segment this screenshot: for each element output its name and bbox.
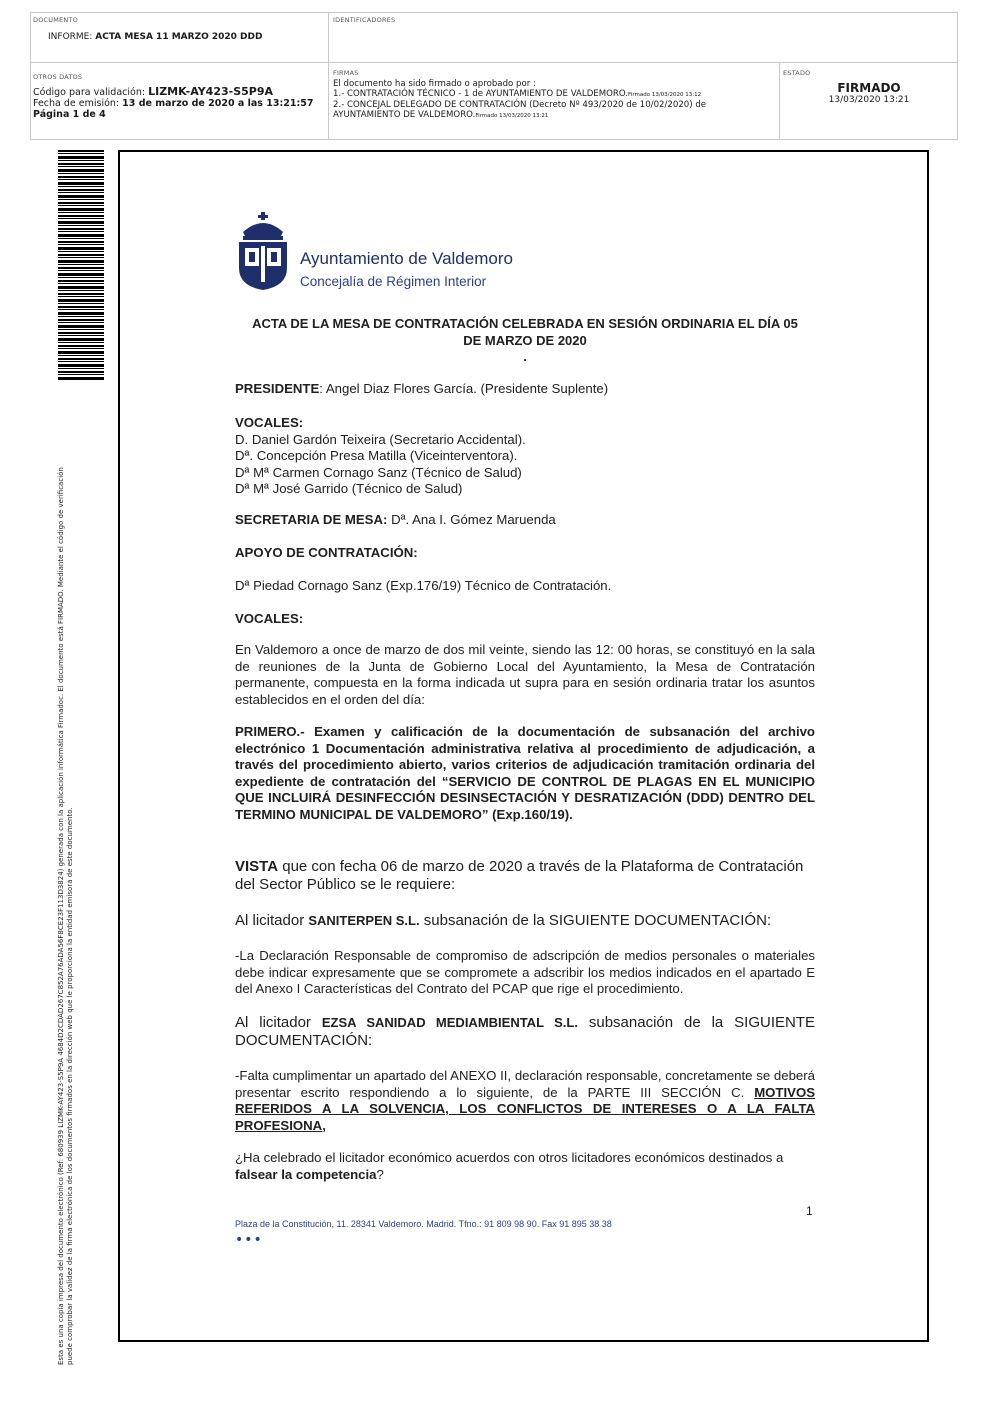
vocal-item: Dª Mª José Garrido (Técnico de Salud) [235,481,463,496]
vocal-item: Dª. Concepción Presa Matilla (Viceinterventora). [235,448,518,463]
department-name: Concejalía de Régimen Interior [300,274,487,289]
estado-date: 13/03/2020 13:21 [828,95,910,105]
secretaria-line: SECRETARIA DE MESA: Dª. Ana I. Gómez Maruenda [235,512,556,527]
apoyo-value: Dª Piedad Cornago Sanz (Exp.176/19) Técnico de Contratación. [235,578,612,593]
apoyo-heading: APOYO DE CONTRATACIÓN: [235,545,418,560]
vocales-heading-2: VOCALES: [235,611,304,626]
primero-paragraph: PRIMERO.- Examen y calificación de la documentación de subsanación del archivo electrónico 1 Documentación administrativa relativa al procedimiento de adjudicación, a través del procedimiento abierto, varios criterios de adjudicación tramitación ordinaria del expediente de contratación del “SERVICIO DE CONTROL DE PLAGAS EN EL MUNICIPIO QUE INCLUIRÁ DESINFECCIÓN DESINSECTACIÓN Y DESRATIZACIÓN (DDD) DENTRO DEL TERMINO MUNICIPAL DE VALDEMORO” (Exp.160/19). [235,724,815,822]
fecha-line [33,98,325,109]
competition-question: ¿Ha celebrado el licitador económico acuerdos con otros licitadores económicos destinados a falsear la competencia? [235,1150,784,1182]
fecha-value: 13 de marzo de 2020 a las 13:21:57 [122,98,314,109]
footer-dots: ••• [235,1232,263,1248]
page-count: Página 1 de 4 [33,109,106,120]
document-page [118,150,929,1342]
licitador-1-line: Al licitador SANITERPEN S.L. subsanación de la SIGUIENTE DOCUMENTACIÓN: [235,912,772,929]
informe-prefix: INFORME: [48,32,93,42]
estado-value: FIRMADO [837,81,901,95]
document-header [30,12,958,140]
organization-name: Ayuntamiento de Valdemoro [300,249,513,268]
codigo-line [33,86,325,98]
licitador-1-requirement: -La Declaración Responsable de compromiso de adscripción de medios personales o materiales debe indicar expresamente que se compromete a adscribir los medios indicados en el apartado E del Anexo I Características del Contrato del PCAP que rige el procedimiento. [235,948,815,996]
firmas-label: FIRMAS [333,69,359,77]
vocales-section: VOCALES: D. Daniel Gardón Teixeira (Secretario Accidental). Dª. Concepción Presa Matilla (Viceinterventora). Dª Mª Carmen Cornago Sanz (Técnico de Salud) Dª Mª José Garrido (Técnico de Salud) [235,415,815,498]
licitador-2-line: Al licitador EZSA SANIDAD MEDIAMBIENTAL S.L. subsanación de la SIGUIENTE DOCUMENTACIÓN: [235,1014,816,1049]
intro-paragraph: En Valdemoro a once de marzo de dos mil veinte, siendo las 12: 00 horas, se constituyó en la sala de reuniones de la Junta de Gobierno Local del Ayuntamiento, la Mesa de Contratación permanente, compuesta en la forma indicada ut supra para en sesión ordinaria tratar los asuntos establecidos en el orden del día: [235,642,815,707]
firma-1: 1.- CONTRATACIÓN TÉCNICO - 1 de AYUNTAMIENTO DE VALDEMORO.Firmado 13/03/2020 13:12 [333,89,702,99]
codigo-value: LIZMK-AY423-S5P9A [148,85,274,98]
firmas-intro: El documento ha sido firmado o aprobado por : [333,79,536,89]
firma-2: 2.- CONCEJAL DELEGADO DE CONTRATACIÓN (Decreto Nº 493/2020 de 10/02/2020) de AYUNTAMIENTO DE VALDEMORO.Firmado 13/03/2020 13:21 [333,100,707,120]
estado-label: ESTADO [783,69,811,77]
otros-datos-label: OTROS DATOS [33,73,83,81]
presidente-line: PRESIDENTE: Angel Diaz Flores García. (Presidente Suplente) [235,381,609,396]
vocal-item: Dª Mª Carmen Cornago Sanz (Técnico de Salud) [235,464,522,480]
barcode [58,150,104,380]
identificadores-label: IDENTIFICADORES [333,16,396,24]
vista-paragraph: VISTA que con fecha 06 de marzo de 2020 a través de la Plataforma de Contratación del Sector Público se le requiere: [235,858,804,893]
informe-line [48,32,262,43]
document-title: ACTA DE LA MESA DE CONTRATACIÓN CELEBRADA EN SESIÓN ORDINARIA EL DÍA 05 DE MARZO DE 2020 . [252,316,798,364]
fecha-label: Fecha de emisión: [33,98,120,109]
licitador-2-requirement: -Falta cumplimentar un apartado del ANEXO II, declaración responsable, concretamente se deberá presentar escrito respondiendo a lo siguiente, de la PARTE III SECCIÓN C. MOTIVOS REFERIDOS A LA SOLVENCIA, LOS CONFLICTOS DE INTERESES O A LA FALTA PROFESIONA, [235,1068,815,1133]
documento-label: DOCUMENTO [33,16,78,24]
vocal-item: D. Daniel Gardón Teixeira (Secretario Accidental). [235,431,526,447]
coat-of-arms-logo [235,212,291,294]
footer-address: Plaza de la Constitución, 11. 28341 Valdemoro. Madrid. Tfno.: 91 809 98 90. Fax 91 895 38 38 [235,1219,612,1229]
page-number: 1 [806,1204,813,1218]
informe-value: ACTA MESA 11 MARZO 2020 DDD [95,32,263,42]
codigo-label: Código para validación: [33,87,146,98]
verification-side-text: Esta es una copia impresa del documento electrónico (Ref: 680939 LIZMK-AY423-S5P9A 4684D2CDAD267C852A76ADA56F8CE23F113D3824) generada con la aplicación informática Firmadoc. El documento está FIRMADO. Mediante el código de verificación puede comprobar la validez de la firma electrónica de los documentos firmados en la dirección web que le proporciona la entidad emisora de este documento. [57,467,74,1365]
